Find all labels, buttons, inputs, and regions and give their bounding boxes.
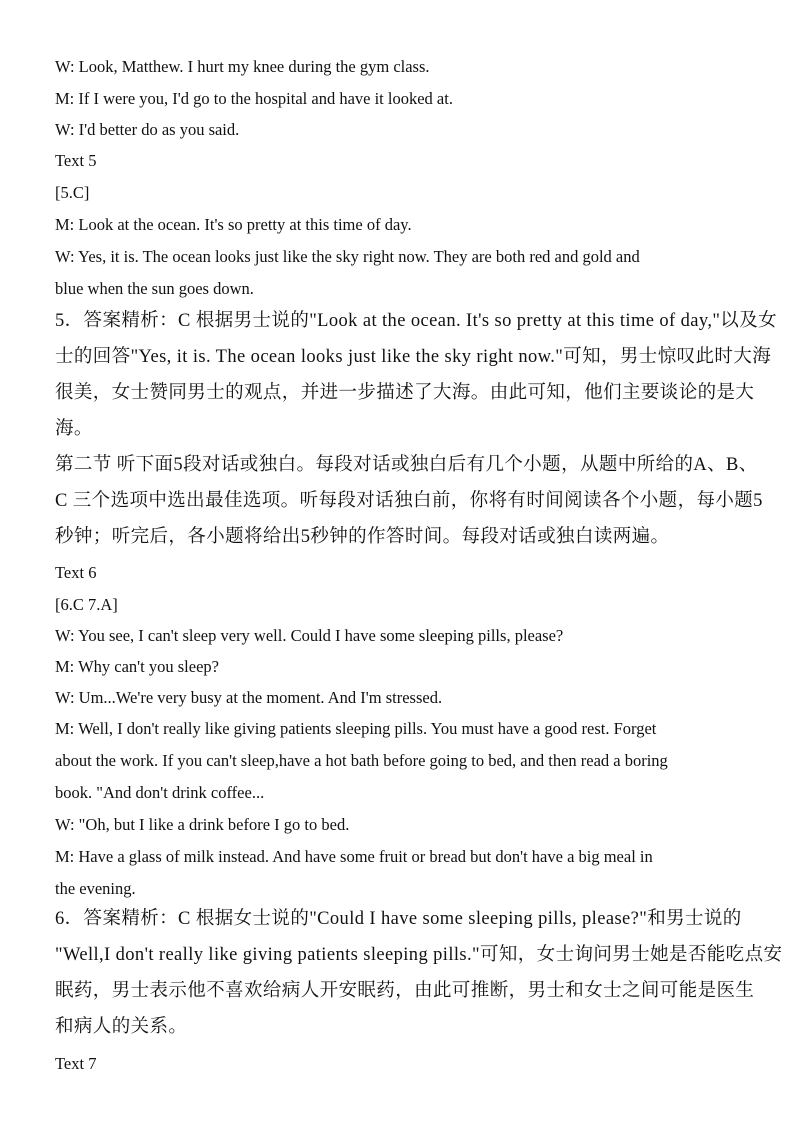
dialogue-line-m-milk: M: Have a glass of milk instead. And have some fruit or bread but don't have a big meal in bbox=[55, 847, 653, 866]
dialogue-line-w-busy: W: Um...We're very busy at the moment. And I'm stressed. bbox=[55, 688, 443, 707]
section-heading-text-5: Text 5 bbox=[55, 151, 97, 170]
explanation-5-line-3: 很美，女士赞同男士的观点，并进一步描述了大海。由此可知，他们主要谈论的是大 bbox=[55, 383, 755, 403]
section-two-instructions-1: 第二节 听下面5段对话或独白。每段对话或独白后有几个小题，从题中所给的A、B、 bbox=[55, 455, 758, 475]
explanation-5-line-4: 海。 bbox=[55, 419, 93, 439]
section-heading-text-6: Text 6 bbox=[55, 563, 97, 582]
dialogue-line-m-pills: M: Well, I don't really like giving patients sleeping pills. You must have a good rest. Forget bbox=[55, 719, 657, 738]
answer-key-5: [5.C] bbox=[55, 183, 90, 202]
dialogue-line-w-sky: W: Yes, it is. The ocean looks just like the sky right now. They are both red and gold and bbox=[55, 247, 640, 266]
section-two-instructions-3: 秒钟；听完后，各小题将给出5秒钟的作答时间。每段对话或独白读两遍。 bbox=[55, 527, 670, 547]
dialogue-line-m-ocean: M: Look at the ocean. It's so pretty at this time of day. bbox=[55, 215, 412, 234]
explanation-6-line-4: 和病人的关系。 bbox=[55, 1017, 188, 1037]
dialogue-line-w-sleep: W: You see, I can't sleep very well. Could I have some sleeping pills, please? bbox=[55, 626, 564, 645]
section-heading-text-7: Text 7 bbox=[55, 1054, 97, 1073]
dialogue-line-m-pills-cont-1: about the work. If you can't sleep,have a hot bath before going to bed, and then read a boring bbox=[55, 751, 668, 770]
explanation-6-line-3: 眠药，男士表示他不喜欢给病人开安眠药，由此可推断，男士和女士之间可能是医生 bbox=[55, 981, 755, 1001]
dialogue-line-w-knee: W: Look, Matthew. I hurt my knee during the gym class. bbox=[55, 57, 430, 76]
explanation-5-line-1: 5．答案精析：C 根据男士说的"Look at the ocean. It's so pretty at this time of day,"以及女 bbox=[55, 311, 777, 331]
dialogue-line-w-better: W: I'd better do as you said. bbox=[55, 120, 240, 139]
answer-key-6-7: [6.C 7.A] bbox=[55, 595, 118, 614]
dialogue-line-w-drink: W: "Oh, but I like a drink before I go to bed. bbox=[55, 815, 350, 834]
dialogue-line-m-hospital: M: If I were you, I'd go to the hospital and have it looked at. bbox=[55, 89, 453, 108]
section-two-instructions-2: C 三个选项中选出最佳选项。听每段对话独白前，你将有时间阅读各个小题，每小题5 bbox=[55, 491, 763, 511]
dialogue-line-m-why: M: Why can't you sleep? bbox=[55, 657, 219, 676]
dialogue-line-m-pills-cont-2: book. "And don't drink coffee... bbox=[55, 783, 265, 802]
explanation-5-line-2: 士的回答"Yes, it is. The ocean looks just like the sky right now."可知，男士惊叹此时大海 bbox=[55, 347, 772, 367]
dialogue-line-w-sky-cont: blue when the sun goes down. bbox=[55, 279, 254, 298]
explanation-6-line-1: 6．答案精析：C 根据女士说的"Could I have some sleeping pills, please?"和男士说的 bbox=[55, 909, 742, 929]
explanation-6-line-2: "Well,I don't really like giving patients sleeping pills."可知，女士询问男士她是否能吃点安 bbox=[55, 945, 783, 965]
dialogue-line-m-milk-cont: the evening. bbox=[55, 879, 136, 898]
